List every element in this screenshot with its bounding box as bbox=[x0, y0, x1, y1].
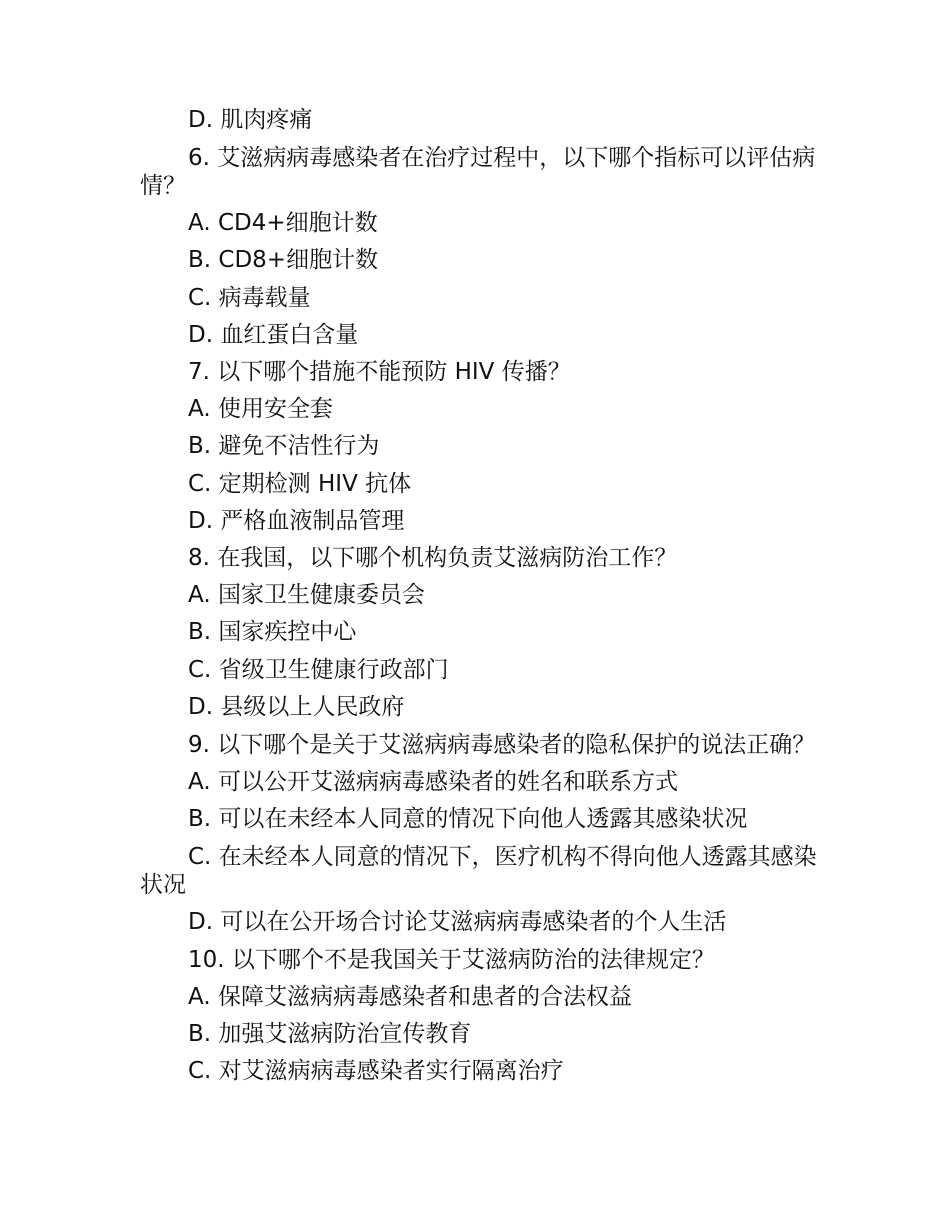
option-a-q6: A. CD4+细胞计数 bbox=[188, 210, 378, 237]
option-b-q10: B. 加强艾滋病防治宣传教育 bbox=[188, 1021, 472, 1048]
question-7: 7. 以下哪个措施不能预防 HIV 传播？ bbox=[188, 359, 571, 386]
option-c-q6: C. 病毒载量 bbox=[188, 284, 311, 311]
question-10: 10. 以下哪个不是我国关于艾滋病防治的法律规定？ bbox=[188, 946, 715, 973]
option-a-q9: A. 可以公开艾滋病病毒感染者的姓名和联系方式 bbox=[188, 769, 678, 796]
option-c-q8: C. 省级卫生健康行政部门 bbox=[188, 656, 449, 683]
option-a-q8: A. 国家卫生健康委员会 bbox=[188, 582, 425, 609]
question-6: 6. 艾滋病病毒感染者在治疗过程中，以下哪个指标可以评估病情？ bbox=[140, 145, 816, 200]
document-body bbox=[140, 102, 820, 1090]
option-a-q10: A. 保障艾滋病病毒感染者和患者的合法权益 bbox=[188, 983, 632, 1010]
option-a-q7: A. 使用安全套 bbox=[188, 396, 333, 423]
option-b-q9: B. 可以在未经本人同意的情况下向他人透露其感染状况 bbox=[188, 806, 748, 833]
question-9: 9. 以下哪个是关于艾滋病病毒感染者的隐私保护的说法正确？ bbox=[188, 732, 816, 759]
option-d-q7: D. 严格血液制品管理 bbox=[188, 507, 405, 534]
option-c-q10: C. 对艾滋病病毒感染者实行隔离治疗 bbox=[188, 1058, 564, 1085]
option-d-q9: D. 可以在公开场合讨论艾滋病病毒感染者的个人生活 bbox=[188, 909, 727, 936]
option-b-q8: B. 国家疾控中心 bbox=[188, 619, 357, 646]
option-d-q5: D. 肌肉疼痛 bbox=[188, 107, 313, 133]
option-d-q8: D. 县级以上人民政府 bbox=[188, 693, 405, 720]
option-d-q6: D. 血红蛋白含量 bbox=[188, 321, 359, 348]
option-c-q9: C. 在未经本人同意的情况下，医疗机构不得向他人透露其感染状况 bbox=[140, 844, 817, 899]
question-8: 8. 在我国，以下哪个机构负责艾滋病防治工作？ bbox=[188, 545, 678, 572]
option-b-q6: B. CD8+细胞计数 bbox=[188, 247, 379, 274]
option-b-q7: B. 避免不洁性行为 bbox=[188, 433, 380, 460]
option-c-q7: C. 定期检测 HIV 抗体 bbox=[188, 470, 412, 497]
